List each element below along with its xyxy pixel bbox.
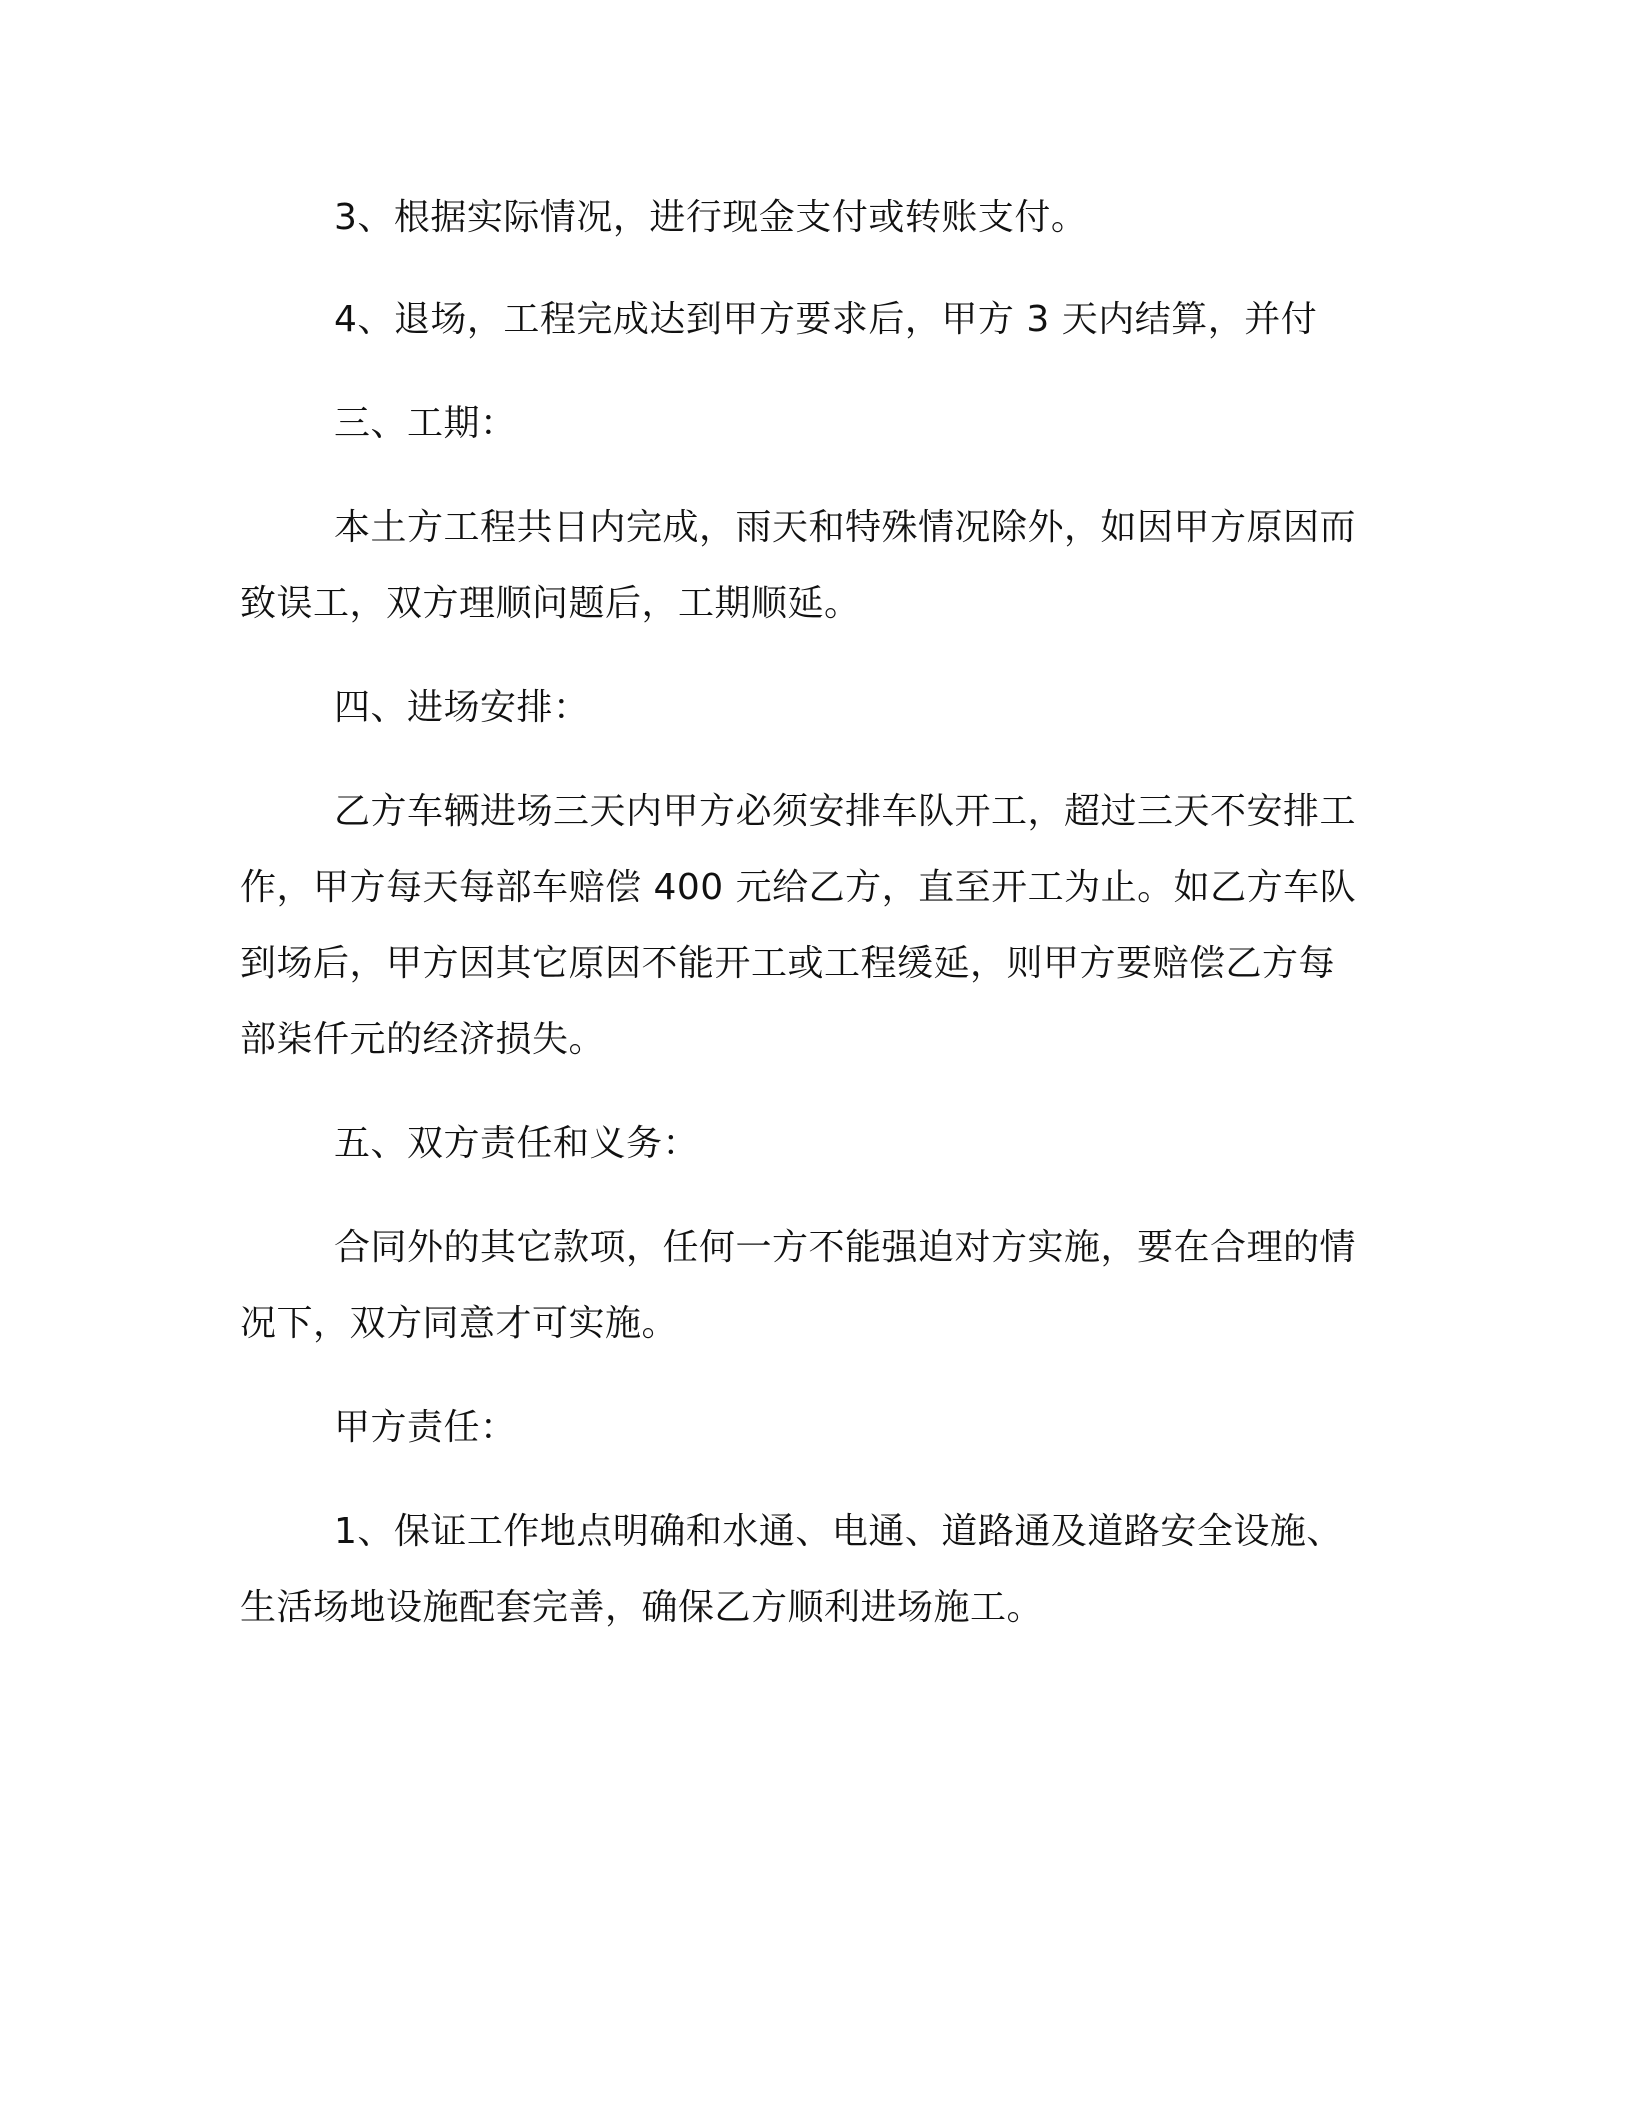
party-a-item-line: 生活场地设施配套完善，确保乙方顺利进场施工。 [240,1587,1044,1628]
payment-item-4: 4、退场，工程完成达到甲方要求后，甲方 3 天内结算，并付 [334,299,1318,340]
entry-paragraph-line: 作，甲方每天每部车赔偿 400 元给乙方，直至开工为止。如乙方车队 [240,867,1357,908]
section-heading-schedule: 三、工期： [334,403,517,444]
responsibilities-paragraph-line: 合同外的其它款项，任何一方不能强迫对方实施，要在合理的情 [334,1227,1357,1268]
payment-item-3: 3、根据实际情况，进行现金支付或转账支付。 [334,197,1088,238]
schedule-paragraph-line: 本土方工程共日内完成，雨天和特殊情况除外，如因甲方原因而 [334,507,1357,548]
section-heading-entry: 四、进场安排： [334,687,590,728]
entry-paragraph-line: 乙方车辆进场三天内甲方必须安排车队开工，超过三天不安排工 [334,791,1357,832]
entry-paragraph-line: 到场后，甲方因其它原因不能开工或工程缓延，则甲方要赔偿乙方每 [240,943,1336,984]
responsibilities-paragraph-line: 况下，双方同意才可实施。 [240,1303,679,1344]
schedule-paragraph-line: 致误工，双方理顺问题后，工期顺延。 [240,583,861,624]
entry-paragraph-line: 部柒仟元的经济损失。 [240,1019,606,1060]
party-a-heading: 甲方责任： [334,1407,517,1448]
party-a-item-line: 1、保证工作地点明确和水通、电通、道路通及道路安全设施、 [334,1511,1343,1552]
section-heading-responsibilities: 五、双方责任和义务： [334,1123,700,1164]
